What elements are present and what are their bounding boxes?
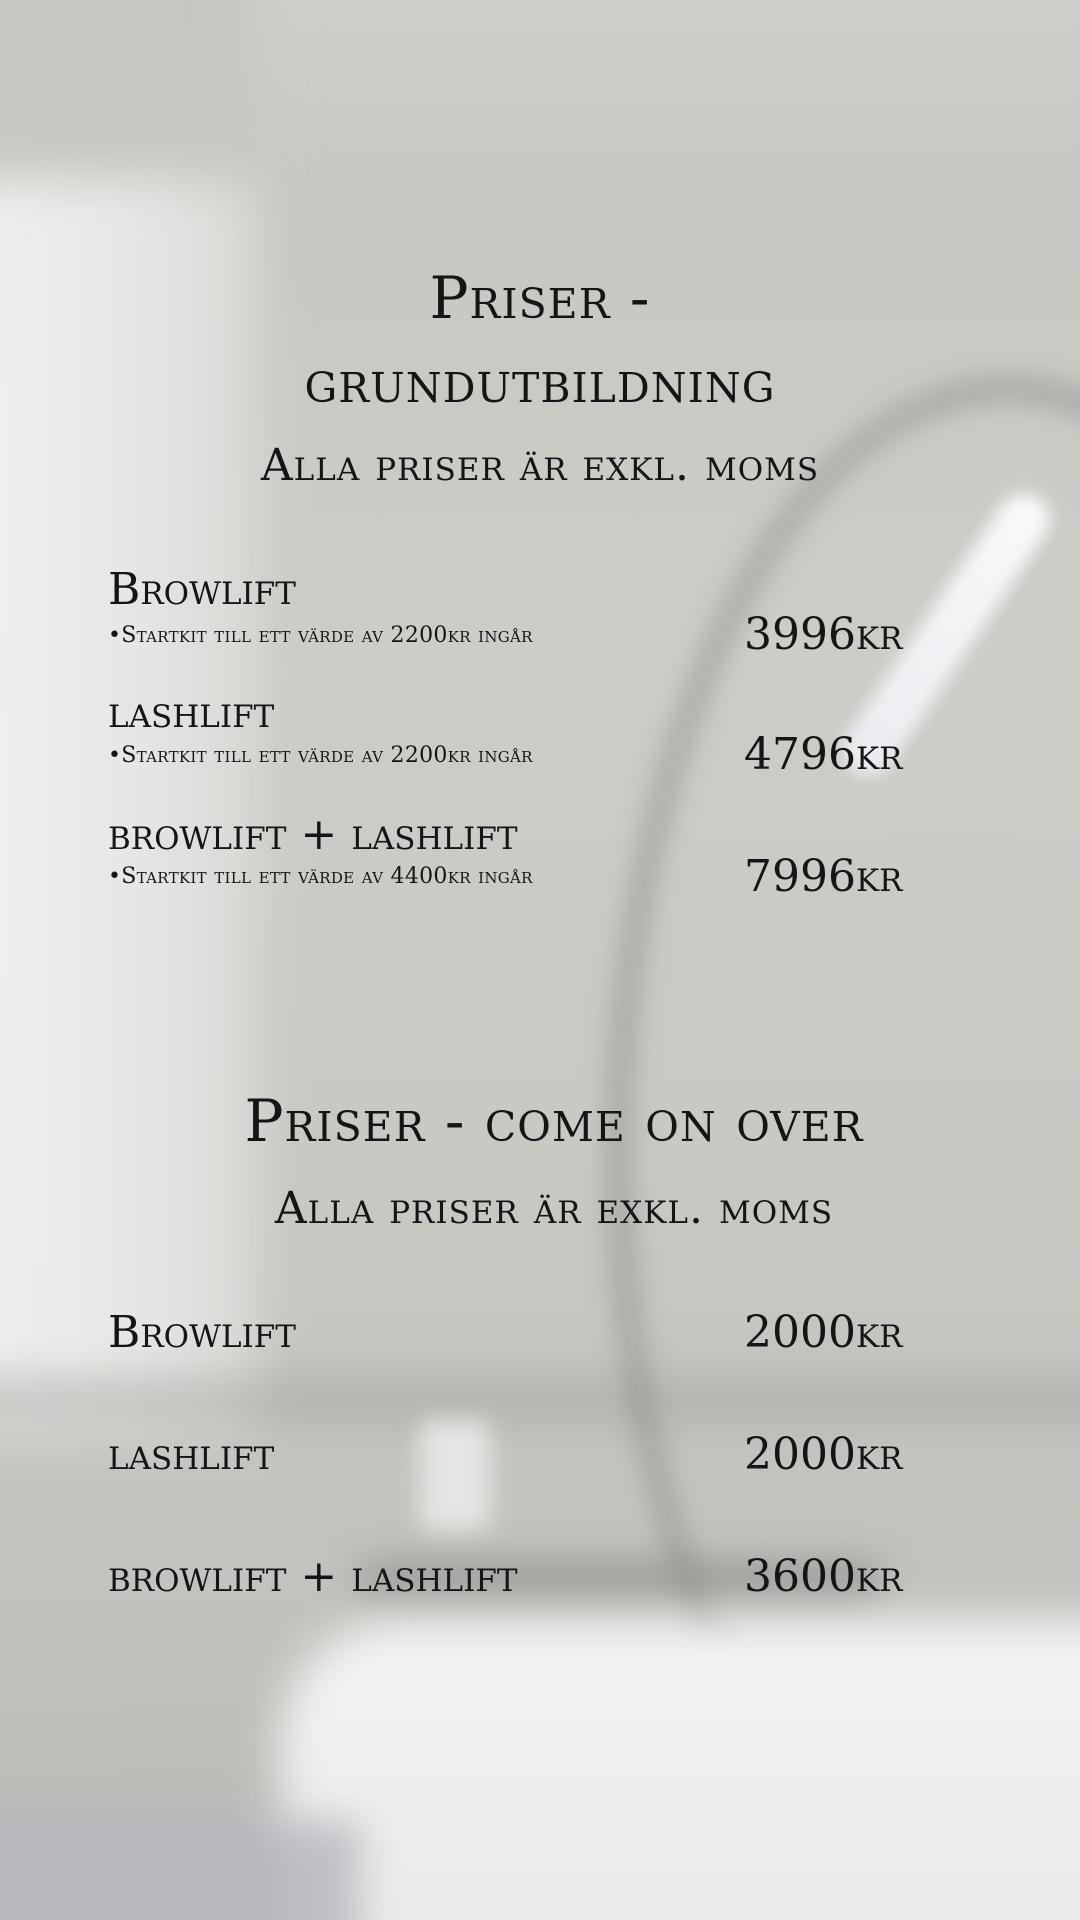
come-on-over-item-price: 2000kr bbox=[744, 1307, 903, 1358]
basic-item-name: lashlift bbox=[108, 687, 275, 738]
come-on-over-section-title: Priser - come on over bbox=[244, 1087, 864, 1155]
basic-item-name: Browlift bbox=[108, 564, 296, 615]
basic-item-note: •Startkit till ett värde av 4400kr ingår bbox=[108, 864, 533, 889]
come-on-over-item-price: 3600kr bbox=[744, 1551, 903, 1602]
come-on-over-item-price: 2000kr bbox=[744, 1429, 903, 1480]
basic-item-note: •Startkit till ett värde av 2200kr ingår bbox=[108, 743, 533, 768]
basic-item-price: 3996kr bbox=[744, 609, 903, 660]
come-on-over-item-name: Browlift bbox=[108, 1307, 296, 1358]
come-on-over-section-subtitle: Alla priser är exkl. moms bbox=[274, 1183, 834, 1234]
basic-section-title-line1: Priser - bbox=[429, 264, 651, 332]
basic-section-title-line2: grundutbildning bbox=[304, 348, 776, 416]
come-on-over-item-name: browlift + lashlift bbox=[108, 1551, 518, 1602]
basic-item-price: 7996kr bbox=[744, 851, 903, 902]
basic-item-price: 4796kr bbox=[744, 729, 903, 780]
basic-item-note: •Startkit till ett värde av 2200kr ingår bbox=[108, 623, 533, 648]
basic-item-name: browlift + lashlift bbox=[108, 809, 518, 860]
come-on-over-item-name: lashlift bbox=[108, 1429, 275, 1480]
basic-section-subtitle: Alla priser är exkl. moms bbox=[260, 440, 820, 491]
